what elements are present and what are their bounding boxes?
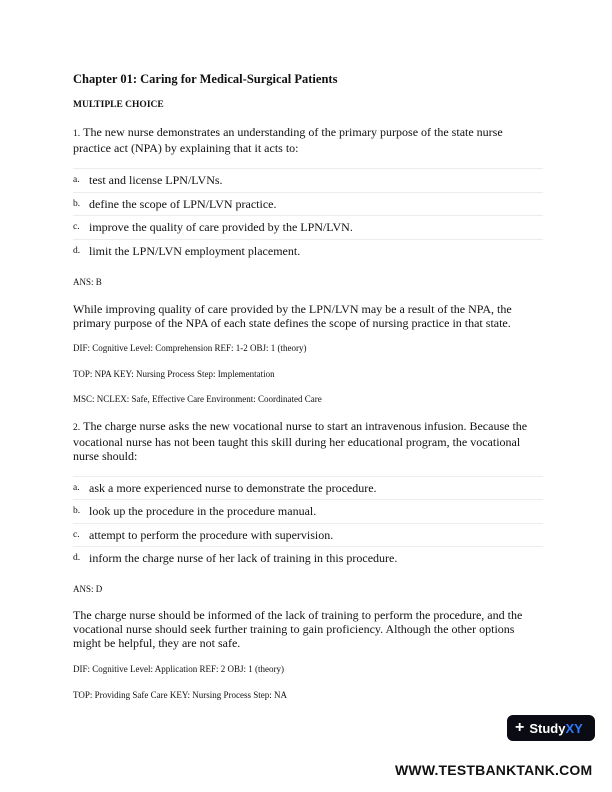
topic-info: TOP: Providing Safe Care KEY: Nursing Process Step: NA [73, 690, 287, 700]
rationale-line: vocational nurse should seek further training to gain proficiency. Although the other options [73, 622, 515, 636]
option-letter: c. [73, 222, 80, 232]
option-c [73, 523, 543, 545]
rationale-line: primary purpose of the NPA of each state defines the scope of nursing practice in that state. [73, 316, 511, 330]
option-text: improve the quality of care provided by the LPN/LVN. [89, 220, 353, 234]
option-letter: b. [73, 506, 81, 516]
option-letter: d. [73, 246, 81, 256]
section-heading: MULTIPLE CHOICE [73, 100, 164, 110]
msc-info: MSC: NCLEX: Safe, Effective Care Environment: Coordinated Care [73, 394, 322, 404]
option-text: inform the charge nurse of her lack of training in this procedure. [89, 551, 398, 565]
answer-key: ANS: B [73, 277, 102, 287]
topic-info: TOP: NPA KEY: Nursing Process Step: Implementation [73, 369, 275, 379]
option-d [73, 239, 543, 261]
option-a [73, 168, 543, 190]
studyxy-badge[interactable] [507, 715, 595, 741]
rationale [73, 608, 541, 650]
rationale [73, 302, 541, 330]
option-letter: a. [73, 483, 80, 493]
footer-site-link[interactable]: WWW.TESTBANKTANK.COM [395, 762, 593, 778]
answer-key: ANS: D [73, 584, 103, 594]
option-letter: b. [73, 199, 81, 209]
option-letter: a. [73, 175, 80, 185]
option-b [73, 499, 543, 521]
option-a [73, 476, 543, 498]
option-letter: c. [73, 530, 80, 540]
question-2-stem [73, 419, 543, 463]
option-c [73, 215, 543, 237]
option-text: limit the LPN/LVN employment placement. [89, 244, 301, 258]
badge-accent: XY [565, 720, 583, 736]
option-text: ask a more experienced nurse to demonstrate the procedure. [89, 481, 377, 495]
difficulty-info: DIF: Cognitive Level: Comprehension REF: 1-2 OBJ: 1 (theory) [73, 343, 307, 353]
chapter-title: Chapter 01: Caring for Medical-Surgical Patients [73, 72, 338, 86]
badge-brand: Study [529, 720, 566, 736]
option-letter: d. [73, 553, 81, 563]
question-stem-line: vocational nurse has not been taught this skill during her educational program, the vocational [73, 435, 521, 449]
plus-icon: + [515, 719, 525, 736]
option-text: define the scope of LPN/LVN practice. [89, 197, 277, 211]
rationale-line: The charge nurse should be informed of the lack of training to perform the procedure, and the [73, 608, 523, 622]
option-b [73, 192, 543, 214]
option-text: attempt to perform the procedure with supervision. [89, 528, 334, 542]
rationale-line: While improving quality of care provided by the LPN/LVN may be a result of the NPA, the [73, 302, 512, 316]
question-stem-line: The charge nurse asks the new vocational nurse to start an intravenous infusion. Because the [83, 419, 528, 433]
question-stem-line: The new nurse demonstrates an understanding of the primary purpose of the state nurse [83, 125, 503, 139]
rationale-line: might be helpful, they are not safe. [73, 636, 241, 650]
option-d [73, 546, 543, 568]
option-text: test and license LPN/LVNs. [89, 173, 223, 187]
question-stem-line: nurse should: [73, 449, 138, 463]
difficulty-info: DIF: Cognitive Level: Application REF: 2 OBJ: 1 (theory) [73, 664, 284, 674]
option-text: look up the procedure in the procedure manual. [89, 504, 317, 518]
question-stem-line: practice act (NPA) by explaining that it acts to: [73, 141, 299, 155]
question-1-stem [73, 125, 543, 155]
question-number: 2. [73, 423, 81, 433]
question-number: 1. [73, 129, 81, 139]
